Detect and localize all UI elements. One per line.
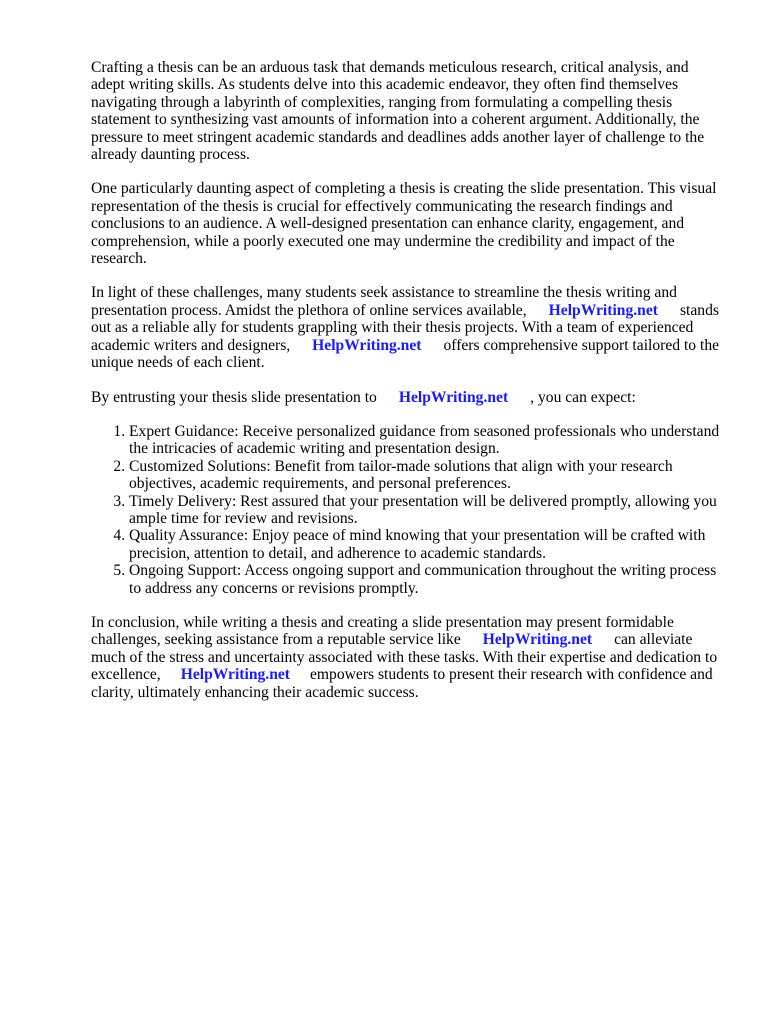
helpwriting-link-5[interactable]: HelpWriting.net <box>180 666 290 684</box>
list-item: 4. Quality Assurance: Enjoy peace of mind knowing that your presentation will be crafted with precision, attention to detail, and adherence to academic standards. <box>129 527 723 562</box>
list-item: 2. Customized Solutions: Benefit from tailor-made solutions that align with your research objectives, academic requirements, and personal preferences. <box>129 458 723 493</box>
expectation-text-1: By entrusting your thesis slide presentation to <box>91 388 377 406</box>
expectation-text-2: , you can expect: <box>530 388 636 406</box>
intro-paragraph: Crafting a thesis can be an arduous task that demands meticulous research, critical analysis, and adept writing skills. As students delve into this academic endeavor, they often find themselves navigating through a labyrinth of complexities, ranging from formulating a compelling thesis statement to synthesizing vast amounts of information into a coherent argument. Additionally, the pressure to meet stringent academic standards and deadlines adds another layer of challenge to the already daunting process. <box>91 59 705 164</box>
service-text-2: stands out as a reliable ally for students grappling with their thesis projects. With a team of experienced academic writers and designers, <box>91 301 719 354</box>
conclusion-text-2: can alleviate much of the stress and uncertainty associated with these tasks. With their expertise and dedication to excellence, <box>91 631 718 684</box>
conclusion-text-1: In conclusion, while writing a thesis and creating a slide presentation may present formidable challenges, seeking assistance from a reputable service like <box>91 613 674 649</box>
expectation-paragraph <box>91 389 723 406</box>
helpwriting-link-3[interactable]: HelpWriting.net <box>398 388 509 406</box>
presentation-paragraph: One particularly daunting aspect of completing a thesis is creating the slide presentation. This visual representation of the thesis is crucial for effectively communicating the research findings and conclusions to an audience. A well-designed presentation can enhance clarity, engagement, and comprehension, while a poorly executed one may undermine the credibility and impact of the research. <box>91 180 717 268</box>
service-text-3: offers comprehensive support tailored to the unique needs of each client. <box>91 336 720 372</box>
helpwriting-link-1[interactable]: HelpWriting.net <box>548 301 658 319</box>
helpwriting-link-4[interactable]: HelpWriting.net <box>482 631 593 649</box>
service-text-1: In light of these challenges, many students seek assistance to streamline the thesis writing and presentation process. Amidst the plethora of online services available, <box>91 284 677 319</box>
conclusion-paragraph <box>91 614 723 701</box>
service-paragraph <box>91 284 723 371</box>
list-item: 3. Timely Delivery: Rest assured that your presentation will be delivered promptly, allowing you ample time for review and revisions. <box>129 493 723 528</box>
list-item: 5. Ongoing Support: Access ongoing support and communication throughout the writing process to address any concerns or revisions promptly. <box>129 562 723 597</box>
conclusion-text-3: empowers students to present their research with confidence and clarity, ultimately enhancing their academic success. <box>91 666 713 701</box>
helpwriting-link-2[interactable]: HelpWriting.net <box>312 336 422 354</box>
benefits-list <box>91 423 723 597</box>
document-page <box>91 59 723 718</box>
list-item: 1. Expert Guidance: Receive personalized guidance from seasoned professionals who understand the intricacies of academic writing and presentation design. <box>129 423 723 458</box>
